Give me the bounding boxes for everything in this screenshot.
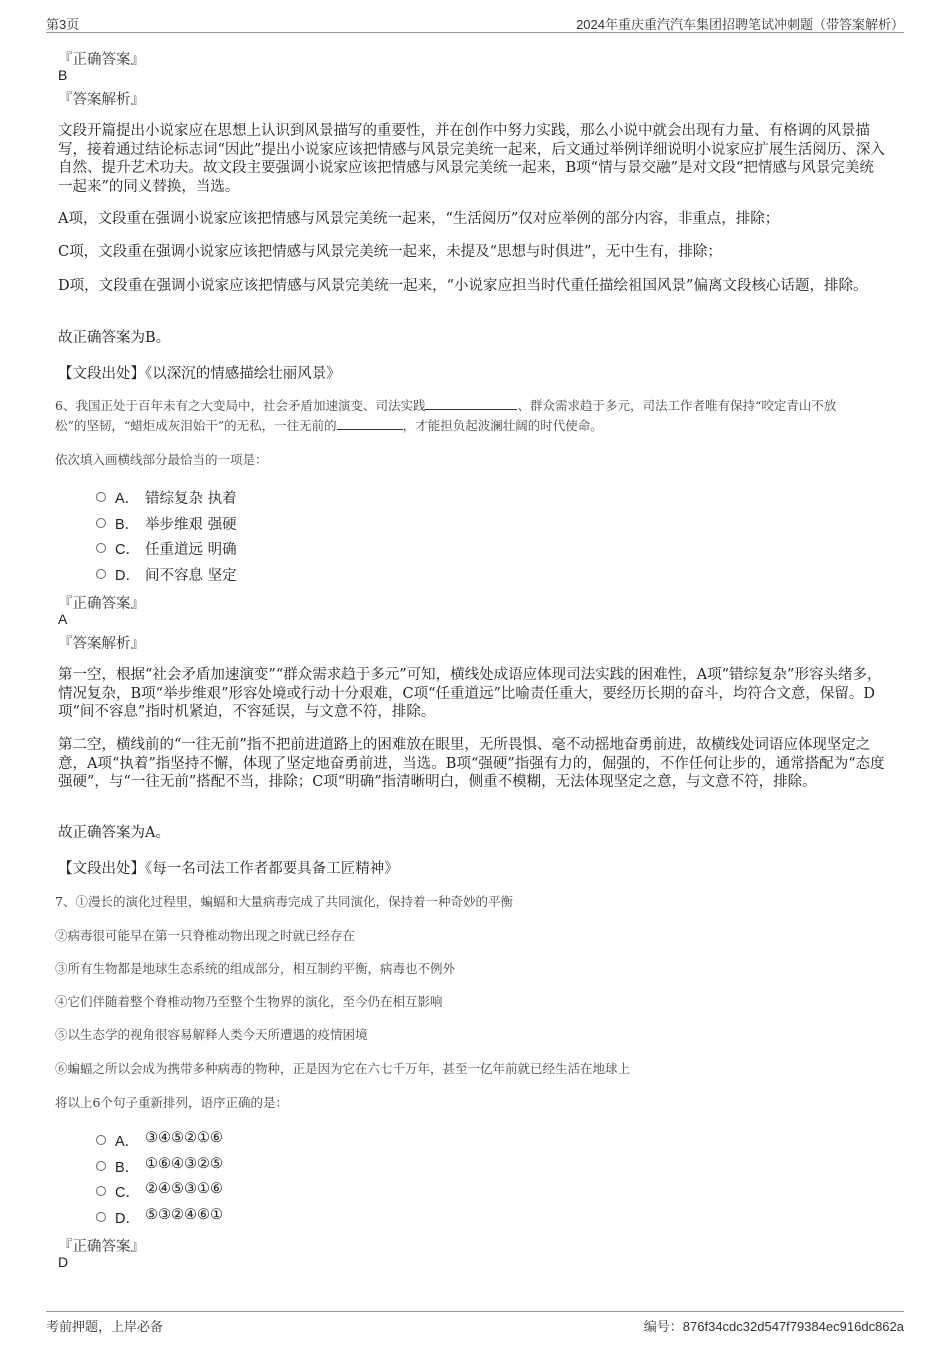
- radio-icon[interactable]: [96, 543, 106, 553]
- q5-answer: B: [58, 67, 68, 83]
- radio-icon[interactable]: [96, 1212, 106, 1222]
- q5-source: 【文段出处】《以深沉的情感描绘壮丽风景》: [58, 366, 341, 382]
- q7-sentence-6: ⑥蝙蝠之所以会成为携带多种病毒的物种，正是因为它在六七千万年，甚至一亿年前就已经生活在地球上: [55, 1061, 631, 1076]
- page-header: [46, 10, 904, 33]
- q7-answer-label: 『正确答案』: [58, 1239, 145, 1255]
- q5-analysis-label: 『答案解析』: [58, 92, 145, 108]
- radio-icon[interactable]: [96, 1135, 106, 1145]
- q6-stem: 6、我国正处于百年未有之大变局中，社会矛盾加速演变、司法实践 、群众需求趋于多元，司法工作者唯有保持“咬定青山不放 松”的坚韧，“蜡炬成灰泪始干”的无私，一往无前的 ，才能担负起波澜壮阔的时代使命。: [55, 398, 837, 433]
- q6-analysis-blank-2: 第二空，横线前的“一往无前”指不把前进道路上的困难放在眼里，无所畏惧、毫不动摇地奋勇前进，故横线处词语应体现坚定之意，A项“执着”指坚持不懈，体现了坚定地奋勇前进，当选。B项“强硬”指强有力的，倔强的，不作任何让步的，通常搭配为“态度强硬”，与“一往无前”搭配不当，排除；C项“明确”指清晰明白，侧重不模糊，无法体现坚定之意，与文意不符，排除。: [58, 737, 885, 790]
- q7-sentence-1: 7、①漫长的演化过程里，蝙蝠和大量病毒完成了共同演化，保持着一种奇妙的平衡: [55, 894, 513, 909]
- q7-sentence-2: ②病毒很可能早在第一只脊椎动物出现之时就已经存在: [55, 928, 356, 943]
- page-number: 第3页: [46, 17, 80, 32]
- q5-analysis-option-c: C项，文段重在强调小说家应该把情感与风景完美统一起来，未提及“思想与时俱进”，无中生有，排除；: [58, 244, 722, 260]
- footer-slogan: 考前押题，上岸必备: [46, 1319, 164, 1334]
- radio-icon[interactable]: [96, 518, 106, 528]
- q6-analysis-blank-1: 第一空，根据“社会矛盾加速演变”“群众需求趋于多元”可知，横线处成语应体现司法实践的困难性，A项“错综复杂”形容头绪多，情况复杂，B项“举步维艰”形容处境或行动十分艰难，C项“任重道远”比喻责任重大，要经历长期的奋斗，均符合文意，保留。D项“间不容息”指时机紧迫，不容延误，与文意不符，排除。: [58, 667, 882, 720]
- radio-icon[interactable]: [96, 1161, 106, 1171]
- q6-answer: A: [58, 611, 68, 627]
- document-title: 2024年重庆重汽汽车集团招聘笔试冲刺题（带答案解析）: [576, 17, 904, 32]
- q7-answer: D: [58, 1254, 69, 1270]
- q5-conclusion: 故正确答案为B。: [58, 330, 171, 346]
- q6-source: 【文段出处】《每一名司法工作者都要具备工匠精神》: [58, 861, 399, 877]
- radio-icon[interactable]: [96, 569, 106, 579]
- q7-sentence-5: ⑤以生态学的视角很容易解释人类今天所遭遇的疫情困境: [55, 1027, 368, 1042]
- q5-analysis-paragraph: 文段开篇提出小说家应在思想上认识到风景描写的重要性，并在创作中努力实践，那么小说中就会出现有力量、有格调的风景描写，接着通过结论标志词“因此”提出小说家应该把情感与风景完美统一起来，后文通过举例详细说明小说家应扩展生活阅历、深入自然、提升艺术功夫。故文段主要强调小说家应该把情感与风景完美统一起来，B项“情与景交融”是对文段“把情感与风景完美统一起来”的同义替换，当选。: [58, 123, 885, 195]
- q7-prompt: 将以上6个句子重新排列，语序正确的是：: [55, 1095, 288, 1110]
- radio-icon[interactable]: [96, 1186, 106, 1196]
- page-footer: [46, 1311, 904, 1336]
- radio-icon[interactable]: [96, 492, 106, 502]
- q5-analysis-option-a: A项，文段重在强调小说家应该把情感与风景完美统一起来，“生活阅历”仅对应举例的部分内容，非重点，排除；: [58, 211, 780, 227]
- q6-blank-2: [337, 417, 403, 430]
- q7-sentence-4: ④它们伴随着整个脊椎动物乃至整个生物界的演化，至今仍在相互影响: [55, 994, 443, 1009]
- q6-prompt: 依次填入画横线部分最恰当的一项是：: [55, 452, 268, 467]
- q5-answer-label: 『正确答案』: [58, 52, 145, 68]
- q6-blank-1: [425, 397, 517, 410]
- document-serial: 编号：876f34cdc32d547f79384ec916dc862a: [643, 1319, 904, 1334]
- q6-analysis-label: 『答案解析』: [58, 636, 145, 652]
- q5-analysis-option-d: D项，文段重在强调小说家应该把情感与风景完美统一起来，“小说家应担当时代重任描绘祖国风景”偏离文段核心话题，排除。: [58, 278, 868, 294]
- q6-conclusion: 故正确答案为A。: [58, 825, 170, 841]
- q7-sentence-3: ③所有生物都是地球生态系统的组成部分，相互制约平衡，病毒也不例外: [55, 961, 456, 976]
- q6-answer-label: 『正确答案』: [58, 596, 145, 612]
